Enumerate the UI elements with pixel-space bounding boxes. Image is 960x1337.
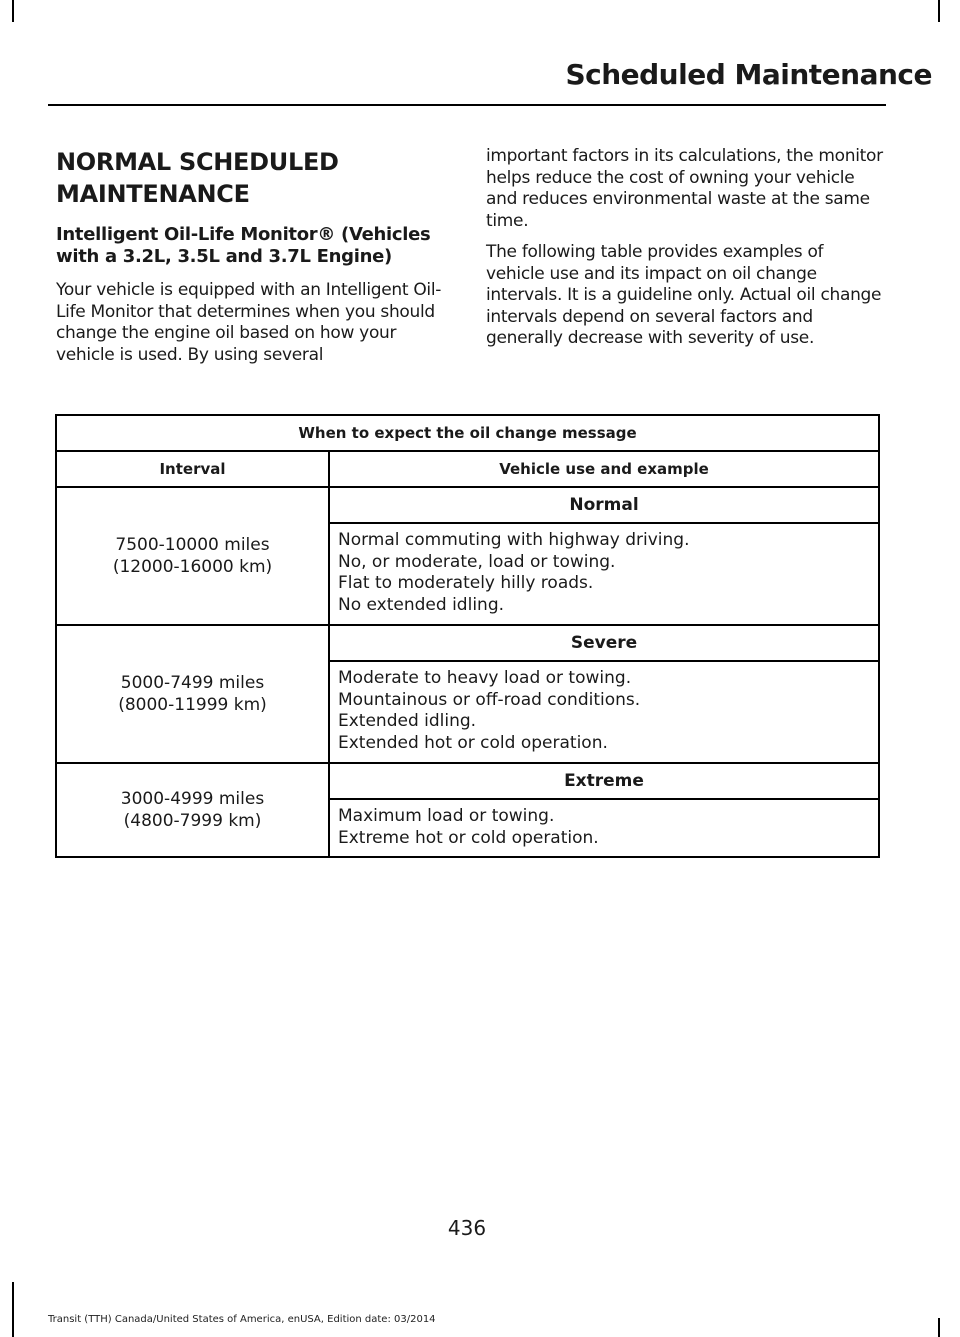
- section-heading: NORMAL SCHEDULED MAINTENANCE: [56, 148, 339, 208]
- use-examples-severe: [329, 661, 879, 763]
- interval-miles: 5000-7499 miles: [120, 673, 265, 693]
- use-example: No, or moderate, load or towing.: [338, 551, 616, 572]
- interval-cell-normal: [56, 487, 329, 625]
- page-header-title: Scheduled Maintenance: [565, 58, 932, 91]
- use-example: Moderate to heavy load or towing.: [338, 668, 632, 688]
- interval-km: (4800-7999 km): [123, 811, 262, 831]
- severity-normal: Normal: [329, 487, 879, 523]
- oil-change-table: [55, 414, 880, 858]
- use-example: Mountainous or off-road conditions.: [338, 689, 641, 710]
- column-header-interval: Interval: [56, 451, 329, 487]
- crop-mark-bottom-left: [12, 1282, 14, 1337]
- severity-extreme: Extreme: [329, 763, 879, 799]
- use-example: Extended idling.: [338, 711, 477, 731]
- use-examples-extreme: [329, 799, 879, 857]
- interval-cell-severe: [56, 625, 329, 763]
- footer-edition-info: Transit (TTH) Canada/United States of America, enUSA, Edition date: 03/2014: [48, 1314, 436, 1325]
- use-example: Maximum load or towing.: [338, 806, 555, 826]
- header-divider: [48, 104, 886, 106]
- severity-severe: Severe: [329, 625, 879, 661]
- interval-cell-extreme: [56, 763, 329, 857]
- table-intro-paragraph: The following table provides examples of vehicle use and its impact on oil change intervals. It is a guideline only. Actual oil change intervals depend on several factors and generally decrease with severity of use.: [486, 242, 882, 348]
- use-example: Extreme hot or cold operation.: [338, 827, 599, 848]
- page-number: 436: [447, 1216, 487, 1240]
- column-header-vehicle-use: Vehicle use and example: [329, 451, 879, 487]
- use-examples-normal: [329, 523, 879, 625]
- section-subheading: Intelligent Oil-Life Monitor® (Vehicles with a 3.2L, 3.5L and 3.7L Engine): [56, 224, 431, 267]
- continued-paragraph: important factors in its calculations, the monitor helps reduce the cost of owning your vehicle and reduces environmental waste at the same time.: [486, 146, 883, 231]
- table-caption: When to expect the oil change message: [56, 415, 879, 451]
- interval-miles: 3000-4999 miles: [120, 789, 265, 809]
- use-example: Extended hot or cold operation.: [338, 732, 608, 753]
- crop-mark-bottom-right: [938, 1318, 940, 1337]
- crop-mark-top-left: [12, 0, 14, 22]
- use-example: Flat to moderately hilly roads.: [338, 573, 594, 593]
- crop-mark-top-right: [938, 0, 940, 22]
- right-column: [486, 146, 886, 360]
- use-example: No extended idling.: [338, 594, 505, 615]
- left-column: [56, 146, 448, 376]
- interval-km: (12000-16000 km): [112, 557, 273, 577]
- interval-miles: 7500-10000 miles: [115, 535, 270, 555]
- interval-km: (8000-11999 km): [118, 695, 267, 715]
- intro-paragraph: Your vehicle is equipped with an Intelligent Oil-Life Monitor that determines when you should change the engine oil based on how your vehicle is used. By using several: [56, 280, 442, 365]
- use-example: Normal commuting with highway driving.: [338, 530, 690, 550]
